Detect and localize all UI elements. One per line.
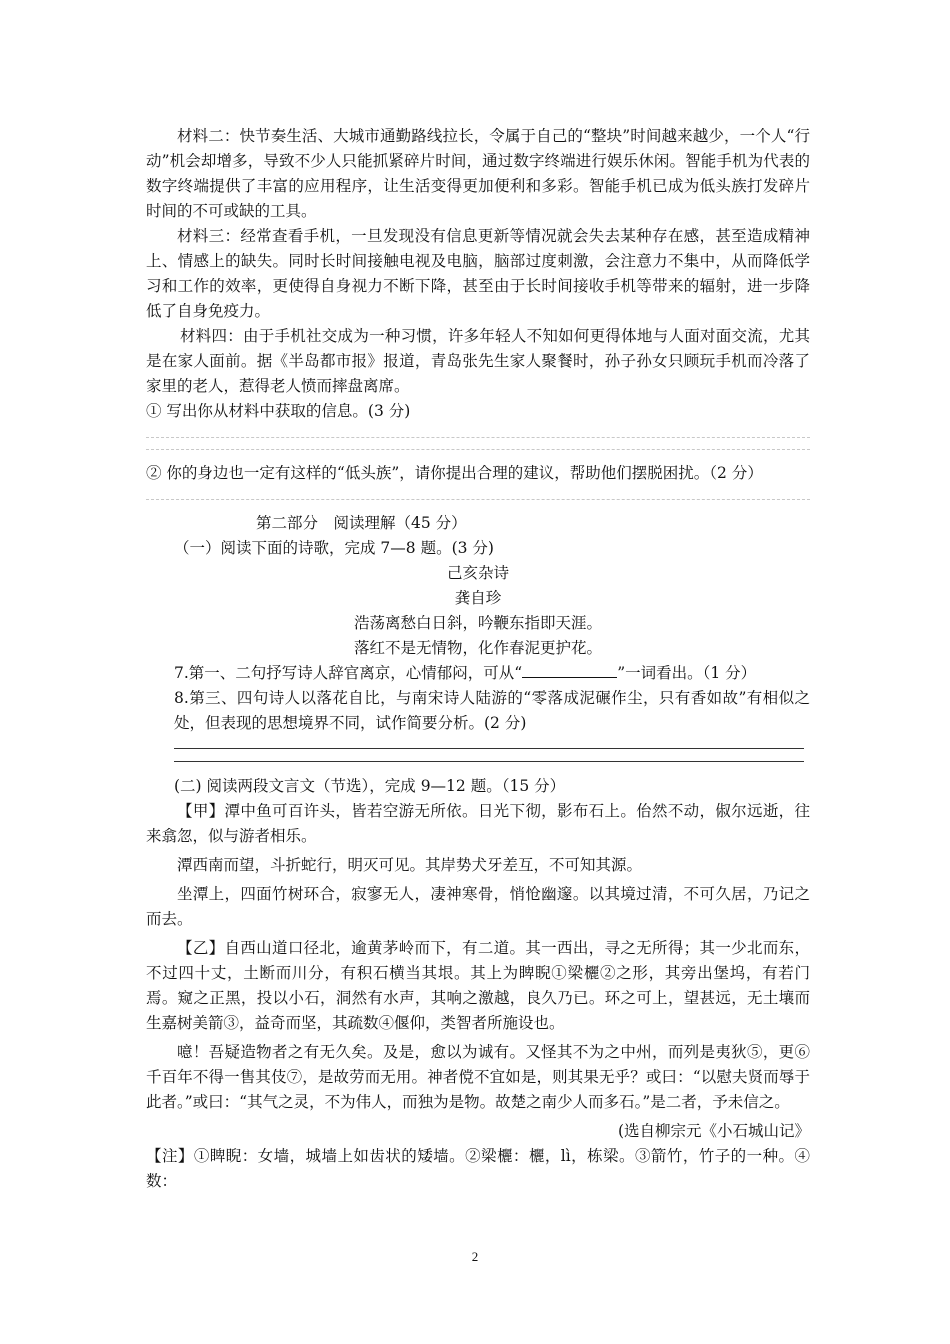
question-1: ① 写出你从材料中获取的信息。(3 分) [146, 402, 411, 420]
question-7-text-a: 7.第一、二句抒写诗人辞官离京，心情郁闷，可从“ [174, 664, 523, 682]
material-two: 材料二：快节奏生活、大城市通勤路线拉长，令属于自己的“整块”时间越来越少，一个人“行动”机会却增多，导致不少人只能抓紧碎片时间，通过数字终端进行娱乐休闲。智能手机为代表的数字终端提供了丰富的应用程序，让生活变得更加便利和多彩。智能手机已成为低头族打发碎片时间的不可或缺的工具。 [146, 127, 810, 220]
passage-yi-paragraph-2: 噫！吾疑造物者之有无久矣。及是，愈以为诚有。又怪其不为之中州，而列是夷狄⑤，更⑥千百年不得一售其伎⑦，是故劳而无用。神者傥不宜如是，则其果无乎？或曰：“以慰夫贤而辱于此者。”或曰：“其气之灵，不为伟人，而独为是物。故楚之南少人而多石。”是二者，予未信之。 [146, 1043, 810, 1111]
question-2: ② 你的身边也一定有这样的“低头族”，请你提出合理的建议，帮助他们摆脱困扰。（2 分） [146, 464, 763, 482]
passage-jia-paragraph-3: 坐潭上，四面竹树环合，寂寥无人，凄神寒骨，悄怆幽邃。以其境过清，不可久居，乃记之而去。 [146, 885, 810, 928]
question-7-blank[interactable] [522, 661, 617, 678]
question-7 [146, 661, 810, 686]
passage-yi-paragraph-1: 【乙】自西山道口径北，逾黄茅岭而下，有二道。其一西出，寻之无所得；其一少北而东，不过四十丈，土断而川分，有积石横当其垠。其上为睥睨①梁欐②之形，其旁出堡坞，有若门焉。窥之正黑，投以小石，洞然有水声，其响之激越，良久乃已。环之可上，望甚远，无土壤而生嘉树美箭③，益奇而坚，其疏数④偃仰，类智者所施设也。 [146, 939, 810, 1032]
passage-jia-paragraph-2: 潭西南而望，斗折蛇行，明灭可见。其岸势犬牙差互，不可知其源。 [177, 856, 643, 874]
answer-line-5[interactable] [174, 761, 804, 762]
answer-line-2[interactable] [146, 449, 810, 450]
question-7-text-b: ”一词看出。（1 分） [617, 664, 757, 682]
material-three: 材料三：经常查看手机，一旦发现没有信息更新等情况就会失去某种存在感，甚至造成精神上、情感上的缺失。同时长时间接触电视及电脑，脑部过度刺激，会注意力不集中，从而降低学习和工作的效率，更使得自身视力不断下降，甚至由于长时间接收手机等带来的辐射，进一步降低了自身免疫力。 [146, 227, 810, 320]
material-four: 材料四：由于手机社交成为一种习惯，许多年轻人不知如何更得体地与人面对面交流，尤其是在家人面前。据《半岛都市报》报道，青岛张先生家人聚餐时，孙子孙女只顾玩手机而冷落了家里的老人，惹得老人愤而摔盘离席。 [146, 327, 810, 395]
page-content [146, 124, 810, 1194]
question-8: 8.第三、四句诗人以落花自比，与南宋诗人陆游的“零落成泥碾作尘，只有香如故”有相似之处，但表现的思想境界不同，试作简要分析。(2 分) [174, 689, 810, 732]
source-citation: (选自柳宗元《小石城山记》 [617, 1122, 810, 1140]
classical-section-heading: (二) 阅读两段文言文（节选），完成 9—12 题。（15 分） [174, 777, 566, 795]
part-two-title: 第二部分 阅读理解（45 分） [256, 514, 467, 532]
poem-line-2: 落红不是无情物，化作春泥更护花。 [353, 639, 602, 657]
answer-line-4[interactable] [174, 748, 804, 749]
passage-jia-paragraph-1: 【甲】潭中鱼可百许头，皆若空游无所依。日光下彻，影布石上。佁然不动，俶尔远逝，往来翕忽，似与游者相乐。 [146, 802, 810, 845]
answer-line-1[interactable] [146, 437, 810, 438]
poem-author: 龚自珍 [454, 589, 502, 607]
answer-line-3[interactable] [146, 499, 810, 500]
annotation-note: 【注】①睥睨：女墙，城墙上如齿状的矮墙。②梁欐：欐，lì，栋梁。③箭竹，竹子的一种。④数： [146, 1147, 810, 1190]
page-number: 2 [471, 1249, 479, 1264]
poem-section-heading: （一）阅读下面的诗歌，完成 7—8 题。(3 分) [174, 539, 494, 557]
poem-title: 己亥杂诗 [446, 564, 509, 582]
poem-line-1: 浩荡离愁白日斜，吟鞭东指即天涯。 [353, 614, 602, 632]
